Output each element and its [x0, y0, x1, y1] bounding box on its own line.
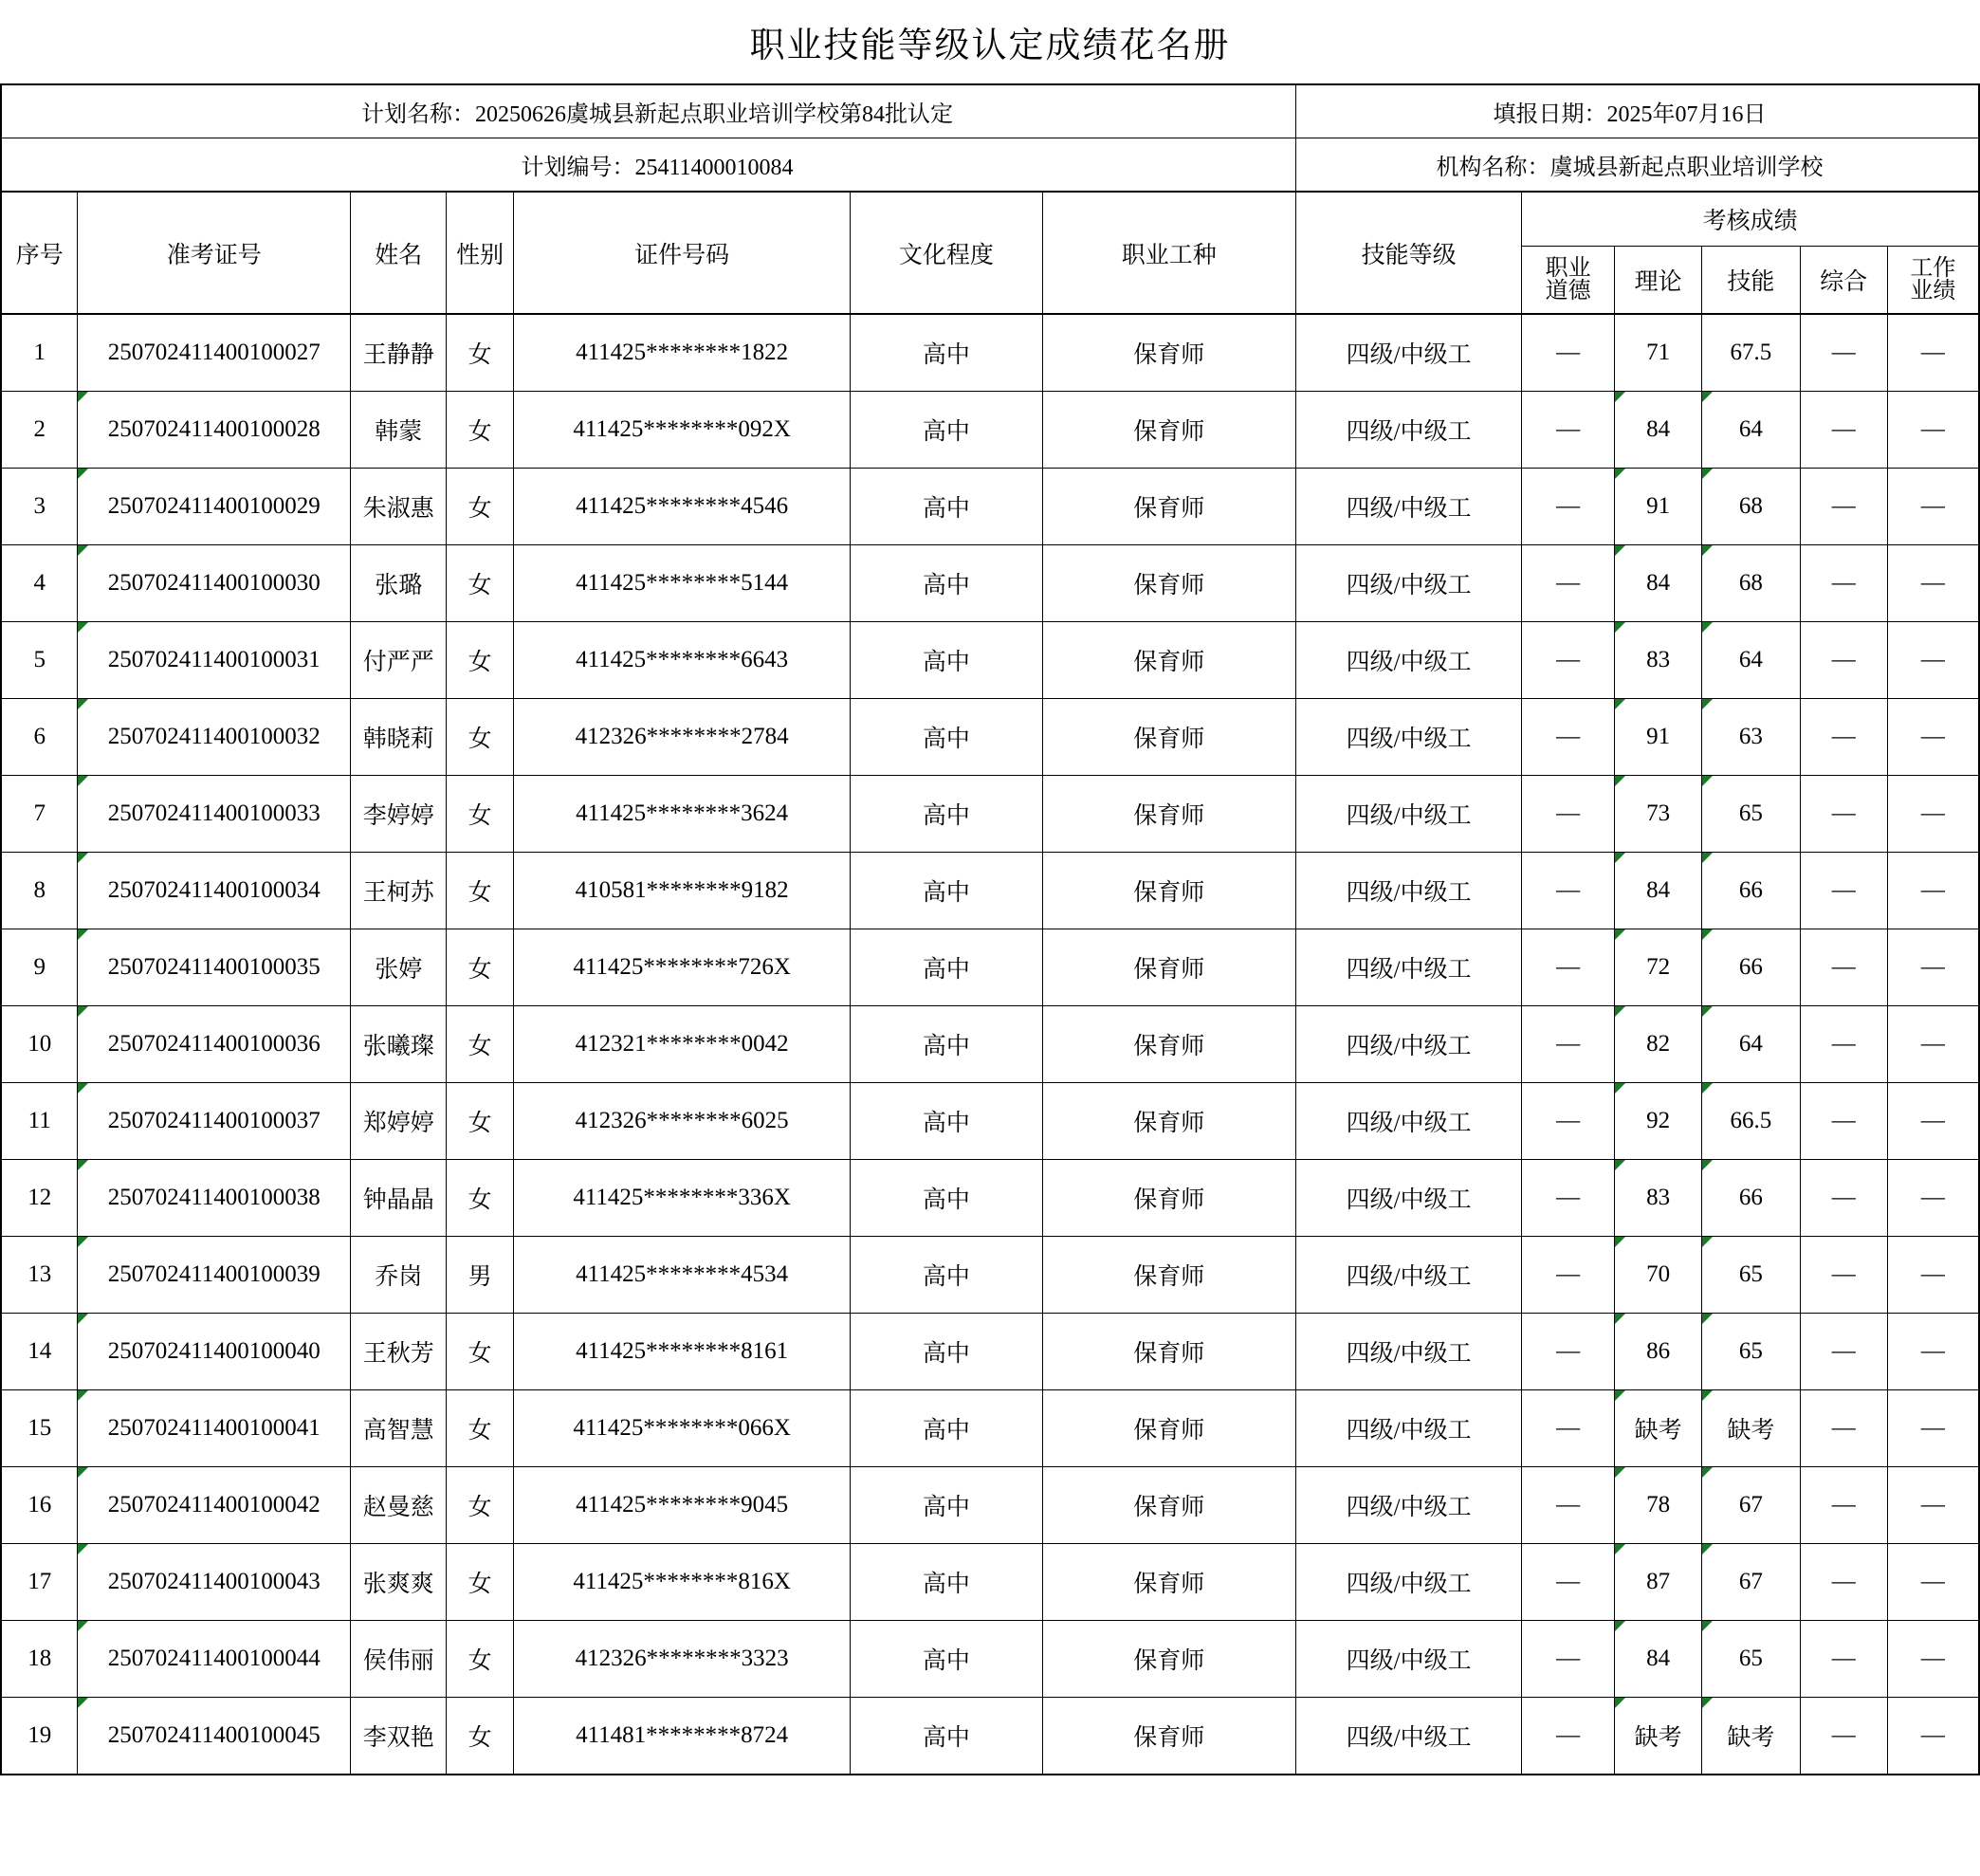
cell-education: 高中: [851, 1698, 1042, 1775]
cell-skill-level: 四级/中级工: [1296, 392, 1522, 469]
cell-occupation: 保育师: [1042, 1467, 1295, 1544]
cell-skill: 67: [1702, 1467, 1800, 1544]
cell-work-performance: —: [1887, 1083, 1979, 1160]
cell-occupation: 保育师: [1042, 929, 1295, 1006]
cell-sex: 女: [447, 1467, 514, 1544]
plan-name-text: 计划名称：20250626虞城县新起点职业培训学校第84批认定: [1, 84, 1296, 138]
column-header-sex: 性别: [447, 192, 514, 314]
cell-comprehensive: —: [1800, 1544, 1887, 1621]
cell-occupation: 保育师: [1042, 853, 1295, 929]
cell-id-no: 411425********6643: [514, 622, 851, 699]
cell-ethics: —: [1522, 776, 1615, 853]
plan-code-text: 计划编号：25411400010084: [1, 138, 1296, 193]
cell-seq: 2: [1, 392, 78, 469]
cell-occupation: 保育师: [1042, 1314, 1295, 1390]
cell-name: 张婷: [351, 929, 447, 1006]
cell-education: 高中: [851, 1390, 1042, 1467]
column-header-education: 文化程度: [851, 192, 1042, 314]
table-row: [1, 392, 1979, 469]
table-row: [1, 1160, 1979, 1237]
cell-comprehensive: —: [1800, 1698, 1887, 1775]
cell-comprehensive: —: [1800, 699, 1887, 776]
cell-ethics: —: [1522, 1467, 1615, 1544]
cell-id-no: 411425********092X: [514, 392, 851, 469]
cell-skill: 66: [1702, 853, 1800, 929]
cell-comprehensive: —: [1800, 1006, 1887, 1083]
cell-sex: 女: [447, 929, 514, 1006]
cell-sex: 女: [447, 1083, 514, 1160]
cell-occupation: 保育师: [1042, 1621, 1295, 1698]
cell-theory: 84: [1615, 853, 1702, 929]
cell-theory: 91: [1615, 699, 1702, 776]
cell-sex: 女: [447, 469, 514, 545]
cell-occupation: 保育师: [1042, 699, 1295, 776]
cell-theory: 86: [1615, 1314, 1702, 1390]
cell-id-no: 412321********0042: [514, 1006, 851, 1083]
cell-skill-level: 四级/中级工: [1296, 1390, 1522, 1467]
cell-id-no: 412326********3323: [514, 1621, 851, 1698]
cell-seq: 14: [1, 1314, 78, 1390]
cell-education: 高中: [851, 314, 1042, 392]
cell-sex: 女: [447, 1698, 514, 1775]
cell-work-performance: —: [1887, 1237, 1979, 1314]
cell-work-performance: —: [1887, 314, 1979, 392]
cell-sex: 男: [447, 1237, 514, 1314]
table-row: [1, 1006, 1979, 1083]
cell-occupation: 保育师: [1042, 314, 1295, 392]
cell-skill-level: 四级/中级工: [1296, 1006, 1522, 1083]
table-row: [1, 1237, 1979, 1314]
cell-education: 高中: [851, 392, 1042, 469]
org-name-text: 机构名称：虞城县新起点职业培训学校: [1296, 138, 1979, 193]
cell-theory: 87: [1615, 1544, 1702, 1621]
cell-theory: 92: [1615, 1083, 1702, 1160]
cell-name: 韩蒙: [351, 392, 447, 469]
cell-skill-level: 四级/中级工: [1296, 1083, 1522, 1160]
cell-id-no: 411425********336X: [514, 1160, 851, 1237]
table-row: [1, 776, 1979, 853]
cell-seq: 4: [1, 545, 78, 622]
cell-id-no: 410581********9182: [514, 853, 851, 929]
cell-seq: 10: [1, 1006, 78, 1083]
cell-skill-level: 四级/中级工: [1296, 1621, 1522, 1698]
column-header-work-line1: 工作: [1910, 255, 1956, 281]
cell-name: 朱淑惠: [351, 469, 447, 545]
cell-occupation: 保育师: [1042, 1390, 1295, 1467]
cell-id-no: 412326********6025: [514, 1083, 851, 1160]
cell-theory: 83: [1615, 1160, 1702, 1237]
cell-ethics: —: [1522, 545, 1615, 622]
cell-occupation: 保育师: [1042, 622, 1295, 699]
cell-work-performance: —: [1887, 1390, 1979, 1467]
cell-education: 高中: [851, 1467, 1042, 1544]
cell-id-no: 411425********1822: [514, 314, 851, 392]
cell-seq: 16: [1, 1467, 78, 1544]
table-row: [1, 1544, 1979, 1621]
cell-ethics: —: [1522, 853, 1615, 929]
table-row: [1, 1390, 1979, 1467]
cell-work-performance: —: [1887, 1621, 1979, 1698]
cell-id-no: 411481********8724: [514, 1698, 851, 1775]
cell-sex: 女: [447, 1544, 514, 1621]
cell-seq: 9: [1, 929, 78, 1006]
cell-sex: 女: [447, 776, 514, 853]
cell-ticket-no: 250702411400100045: [78, 1698, 351, 1775]
cell-skill: 65: [1702, 1314, 1800, 1390]
cell-id-no: 411425********5144: [514, 545, 851, 622]
title-row: [1, 0, 1979, 84]
table-row: [1, 1314, 1979, 1390]
cell-id-no: 411425********3624: [514, 776, 851, 853]
cell-skill-level: 四级/中级工: [1296, 1314, 1522, 1390]
cell-theory: 73: [1615, 776, 1702, 853]
cell-name: 钟晶晶: [351, 1160, 447, 1237]
cell-education: 高中: [851, 1544, 1042, 1621]
cell-comprehensive: —: [1800, 1160, 1887, 1237]
cell-sex: 女: [447, 545, 514, 622]
cell-theory: 70: [1615, 1237, 1702, 1314]
cell-work-performance: —: [1887, 1467, 1979, 1544]
cell-ethics: —: [1522, 1698, 1615, 1775]
cell-comprehensive: —: [1800, 545, 1887, 622]
cell-ethics: —: [1522, 929, 1615, 1006]
column-header-comprehensive: 综合: [1800, 247, 1887, 315]
cell-ticket-no: 250702411400100043: [78, 1544, 351, 1621]
cell-name: 张璐: [351, 545, 447, 622]
column-header-occupation: 职业工种: [1042, 192, 1295, 314]
cell-work-performance: —: [1887, 1698, 1979, 1775]
cell-occupation: 保育师: [1042, 1237, 1295, 1314]
column-header-theory: 理论: [1615, 247, 1702, 315]
cell-comprehensive: —: [1800, 1390, 1887, 1467]
cell-comprehensive: —: [1800, 622, 1887, 699]
cell-ethics: —: [1522, 699, 1615, 776]
cell-education: 高中: [851, 1160, 1042, 1237]
cell-id-no: 411425********816X: [514, 1544, 851, 1621]
cell-ethics: —: [1522, 1621, 1615, 1698]
cell-ethics: —: [1522, 1083, 1615, 1160]
cell-work-performance: —: [1887, 853, 1979, 929]
cell-occupation: 保育师: [1042, 1006, 1295, 1083]
table-header-row-1: [1, 192, 1979, 247]
cell-skill-level: 四级/中级工: [1296, 622, 1522, 699]
cell-occupation: 保育师: [1042, 392, 1295, 469]
table-row: [1, 314, 1979, 392]
cell-ticket-no: 250702411400100039: [78, 1237, 351, 1314]
cell-work-performance: —: [1887, 622, 1979, 699]
cell-ethics: —: [1522, 1237, 1615, 1314]
cell-skill-level: 四级/中级工: [1296, 1467, 1522, 1544]
cell-comprehensive: —: [1800, 314, 1887, 392]
cell-work-performance: —: [1887, 392, 1979, 469]
cell-sex: 女: [447, 1006, 514, 1083]
cell-seq: 7: [1, 776, 78, 853]
table-row: [1, 853, 1979, 929]
cell-education: 高中: [851, 1621, 1042, 1698]
cell-ethics: —: [1522, 1160, 1615, 1237]
cell-ticket-no: 250702411400100031: [78, 622, 351, 699]
column-header-work-performance: [1887, 247, 1979, 315]
cell-theory: 71: [1615, 314, 1702, 392]
cell-work-performance: —: [1887, 469, 1979, 545]
cell-seq: 12: [1, 1160, 78, 1237]
cell-sex: 女: [447, 699, 514, 776]
column-header-ethics: [1522, 247, 1615, 315]
cell-occupation: 保育师: [1042, 1698, 1295, 1775]
column-header-exam-group: 考核成绩: [1522, 192, 1979, 247]
cell-sex: 女: [447, 1160, 514, 1237]
cell-ticket-no: 250702411400100042: [78, 1467, 351, 1544]
cell-education: 高中: [851, 929, 1042, 1006]
cell-seq: 15: [1, 1390, 78, 1467]
cell-seq: 18: [1, 1621, 78, 1698]
cell-name: 韩晓莉: [351, 699, 447, 776]
cell-sex: 女: [447, 392, 514, 469]
column-header-ticket-no: 准考证号: [78, 192, 351, 314]
cell-ethics: —: [1522, 1390, 1615, 1467]
cell-seq: 1: [1, 314, 78, 392]
cell-skill: 66: [1702, 929, 1800, 1006]
cell-ticket-no: 250702411400100038: [78, 1160, 351, 1237]
cell-skill-level: 四级/中级工: [1296, 929, 1522, 1006]
cell-name: 王柯苏: [351, 853, 447, 929]
cell-occupation: 保育师: [1042, 1160, 1295, 1237]
cell-skill: 67.5: [1702, 314, 1800, 392]
cell-ethics: —: [1522, 622, 1615, 699]
cell-theory: 84: [1615, 545, 1702, 622]
cell-skill: 64: [1702, 1006, 1800, 1083]
cell-seq: 19: [1, 1698, 78, 1775]
cell-skill: 68: [1702, 545, 1800, 622]
cell-seq: 8: [1, 853, 78, 929]
cell-comprehensive: —: [1800, 929, 1887, 1006]
cell-skill-level: 四级/中级工: [1296, 469, 1522, 545]
cell-seq: 6: [1, 699, 78, 776]
cell-education: 高中: [851, 1237, 1042, 1314]
cell-skill: 65: [1702, 776, 1800, 853]
cell-id-no: 411425********8161: [514, 1314, 851, 1390]
cell-ticket-no: 250702411400100034: [78, 853, 351, 929]
cell-ethics: —: [1522, 314, 1615, 392]
cell-education: 高中: [851, 1083, 1042, 1160]
cell-work-performance: —: [1887, 545, 1979, 622]
cell-skill-level: 四级/中级工: [1296, 853, 1522, 929]
cell-comprehensive: —: [1800, 1083, 1887, 1160]
cell-skill-level: 四级/中级工: [1296, 699, 1522, 776]
cell-work-performance: —: [1887, 1006, 1979, 1083]
cell-skill: 68: [1702, 469, 1800, 545]
cell-ticket-no: 250702411400100032: [78, 699, 351, 776]
column-header-ethics-line1: 职业: [1545, 255, 1591, 281]
cell-comprehensive: —: [1800, 1467, 1887, 1544]
cell-id-no: 412326********2784: [514, 699, 851, 776]
cell-skill: 66.5: [1702, 1083, 1800, 1160]
cell-work-performance: —: [1887, 699, 1979, 776]
cell-theory: 缺考: [1615, 1390, 1702, 1467]
cell-skill: 65: [1702, 1621, 1800, 1698]
column-header-id-no: 证件号码: [514, 192, 851, 314]
cell-ticket-no: 250702411400100028: [78, 392, 351, 469]
cell-theory: 84: [1615, 1621, 1702, 1698]
cell-work-performance: —: [1887, 929, 1979, 1006]
meta-row-plan-code: [1, 138, 1979, 193]
cell-name: 赵曼慈: [351, 1467, 447, 1544]
cell-skill: 66: [1702, 1160, 1800, 1237]
cell-skill-level: 四级/中级工: [1296, 1160, 1522, 1237]
cell-skill-level: 四级/中级工: [1296, 1698, 1522, 1775]
table-row: [1, 1698, 1979, 1775]
table-row: [1, 929, 1979, 1006]
cell-id-no: 411425********4534: [514, 1237, 851, 1314]
cell-education: 高中: [851, 853, 1042, 929]
cell-work-performance: —: [1887, 776, 1979, 853]
cell-seq: 13: [1, 1237, 78, 1314]
cell-comprehensive: —: [1800, 853, 1887, 929]
cell-ticket-no: 250702411400100044: [78, 1621, 351, 1698]
cell-name: 乔岗: [351, 1237, 447, 1314]
cell-occupation: 保育师: [1042, 469, 1295, 545]
cell-ticket-no: 250702411400100030: [78, 545, 351, 622]
cell-ticket-no: 250702411400100037: [78, 1083, 351, 1160]
cell-work-performance: —: [1887, 1314, 1979, 1390]
cell-theory: 91: [1615, 469, 1702, 545]
cell-skill-level: 四级/中级工: [1296, 314, 1522, 392]
cell-ticket-no: 250702411400100041: [78, 1390, 351, 1467]
cell-ethics: —: [1522, 392, 1615, 469]
cell-skill-level: 四级/中级工: [1296, 1544, 1522, 1621]
cell-theory: 78: [1615, 1467, 1702, 1544]
cell-education: 高中: [851, 776, 1042, 853]
cell-name: 王秋芳: [351, 1314, 447, 1390]
cell-skill: 缺考: [1702, 1390, 1800, 1467]
cell-name: 高智慧: [351, 1390, 447, 1467]
cell-theory: 缺考: [1615, 1698, 1702, 1775]
cell-ticket-no: 250702411400100036: [78, 1006, 351, 1083]
cell-ethics: —: [1522, 1544, 1615, 1621]
report-date-text: 填报日期：2025年07月16日: [1296, 84, 1979, 138]
cell-id-no: 411425********4546: [514, 469, 851, 545]
cell-name: 李婷婷: [351, 776, 447, 853]
cell-skill: 64: [1702, 622, 1800, 699]
table-row: [1, 469, 1979, 545]
cell-name: 王静静: [351, 314, 447, 392]
cell-ticket-no: 250702411400100033: [78, 776, 351, 853]
cell-comprehensive: —: [1800, 392, 1887, 469]
cell-occupation: 保育师: [1042, 1083, 1295, 1160]
cell-theory: 84: [1615, 392, 1702, 469]
cell-comprehensive: —: [1800, 1314, 1887, 1390]
column-header-skill: 技能: [1702, 247, 1800, 315]
cell-comprehensive: —: [1800, 1621, 1887, 1698]
cell-ethics: —: [1522, 1314, 1615, 1390]
table-row: [1, 699, 1979, 776]
cell-theory: 82: [1615, 1006, 1702, 1083]
cell-skill: 67: [1702, 1544, 1800, 1621]
cell-name: 张曦璨: [351, 1006, 447, 1083]
cell-seq: 11: [1, 1083, 78, 1160]
table-row: [1, 1621, 1979, 1698]
cell-skill: 65: [1702, 1237, 1800, 1314]
cell-theory: 83: [1615, 622, 1702, 699]
cell-theory: 72: [1615, 929, 1702, 1006]
cell-seq: 3: [1, 469, 78, 545]
cell-name: 郑婷婷: [351, 1083, 447, 1160]
column-header-work-line2: 业绩: [1910, 279, 1956, 303]
cell-comprehensive: —: [1800, 1237, 1887, 1314]
cell-id-no: 411425********9045: [514, 1467, 851, 1544]
cell-sex: 女: [447, 1314, 514, 1390]
cell-occupation: 保育师: [1042, 776, 1295, 853]
cell-sex: 女: [447, 853, 514, 929]
cell-skill-level: 四级/中级工: [1296, 545, 1522, 622]
cell-occupation: 保育师: [1042, 545, 1295, 622]
cell-name: 侯伟丽: [351, 1621, 447, 1698]
cell-skill-level: 四级/中级工: [1296, 1237, 1522, 1314]
cell-skill-level: 四级/中级工: [1296, 776, 1522, 853]
cell-sex: 女: [447, 1621, 514, 1698]
cell-ethics: —: [1522, 469, 1615, 545]
cell-ticket-no: 250702411400100029: [78, 469, 351, 545]
cell-sex: 女: [447, 622, 514, 699]
column-header-name: 姓名: [351, 192, 447, 314]
cell-education: 高中: [851, 545, 1042, 622]
cell-id-no: 411425********726X: [514, 929, 851, 1006]
cell-name: 张爽爽: [351, 1544, 447, 1621]
table-row: [1, 545, 1979, 622]
table-row: [1, 622, 1979, 699]
cell-comprehensive: —: [1800, 776, 1887, 853]
cell-work-performance: —: [1887, 1160, 1979, 1237]
cell-ticket-no: 250702411400100027: [78, 314, 351, 392]
meta-row-plan-name: [1, 84, 1979, 138]
cell-seq: 17: [1, 1544, 78, 1621]
cell-skill: 缺考: [1702, 1698, 1800, 1775]
cell-education: 高中: [851, 469, 1042, 545]
page-title: 职业技能等级认定成绩花名册: [1, 0, 1979, 84]
cell-education: 高中: [851, 1006, 1042, 1083]
cell-occupation: 保育师: [1042, 1544, 1295, 1621]
column-header-seq: 序号: [1, 192, 78, 314]
column-header-ethics-line2: 道德: [1545, 279, 1591, 303]
cell-skill: 64: [1702, 392, 1800, 469]
table-row: [1, 1467, 1979, 1544]
cell-seq: 5: [1, 622, 78, 699]
cell-sex: 女: [447, 314, 514, 392]
cell-comprehensive: —: [1800, 469, 1887, 545]
cell-name: 李双艳: [351, 1698, 447, 1775]
cell-ticket-no: 250702411400100035: [78, 929, 351, 1006]
cell-id-no: 411425********066X: [514, 1390, 851, 1467]
cell-name: 付严严: [351, 622, 447, 699]
column-header-skill-level: 技能等级: [1296, 192, 1522, 314]
cell-education: 高中: [851, 1314, 1042, 1390]
cell-education: 高中: [851, 699, 1042, 776]
cell-education: 高中: [851, 622, 1042, 699]
cell-sex: 女: [447, 1390, 514, 1467]
cell-skill: 63: [1702, 699, 1800, 776]
cell-ethics: —: [1522, 1006, 1615, 1083]
cell-work-performance: —: [1887, 1544, 1979, 1621]
cell-ticket-no: 250702411400100040: [78, 1314, 351, 1390]
table-row: [1, 1083, 1979, 1160]
